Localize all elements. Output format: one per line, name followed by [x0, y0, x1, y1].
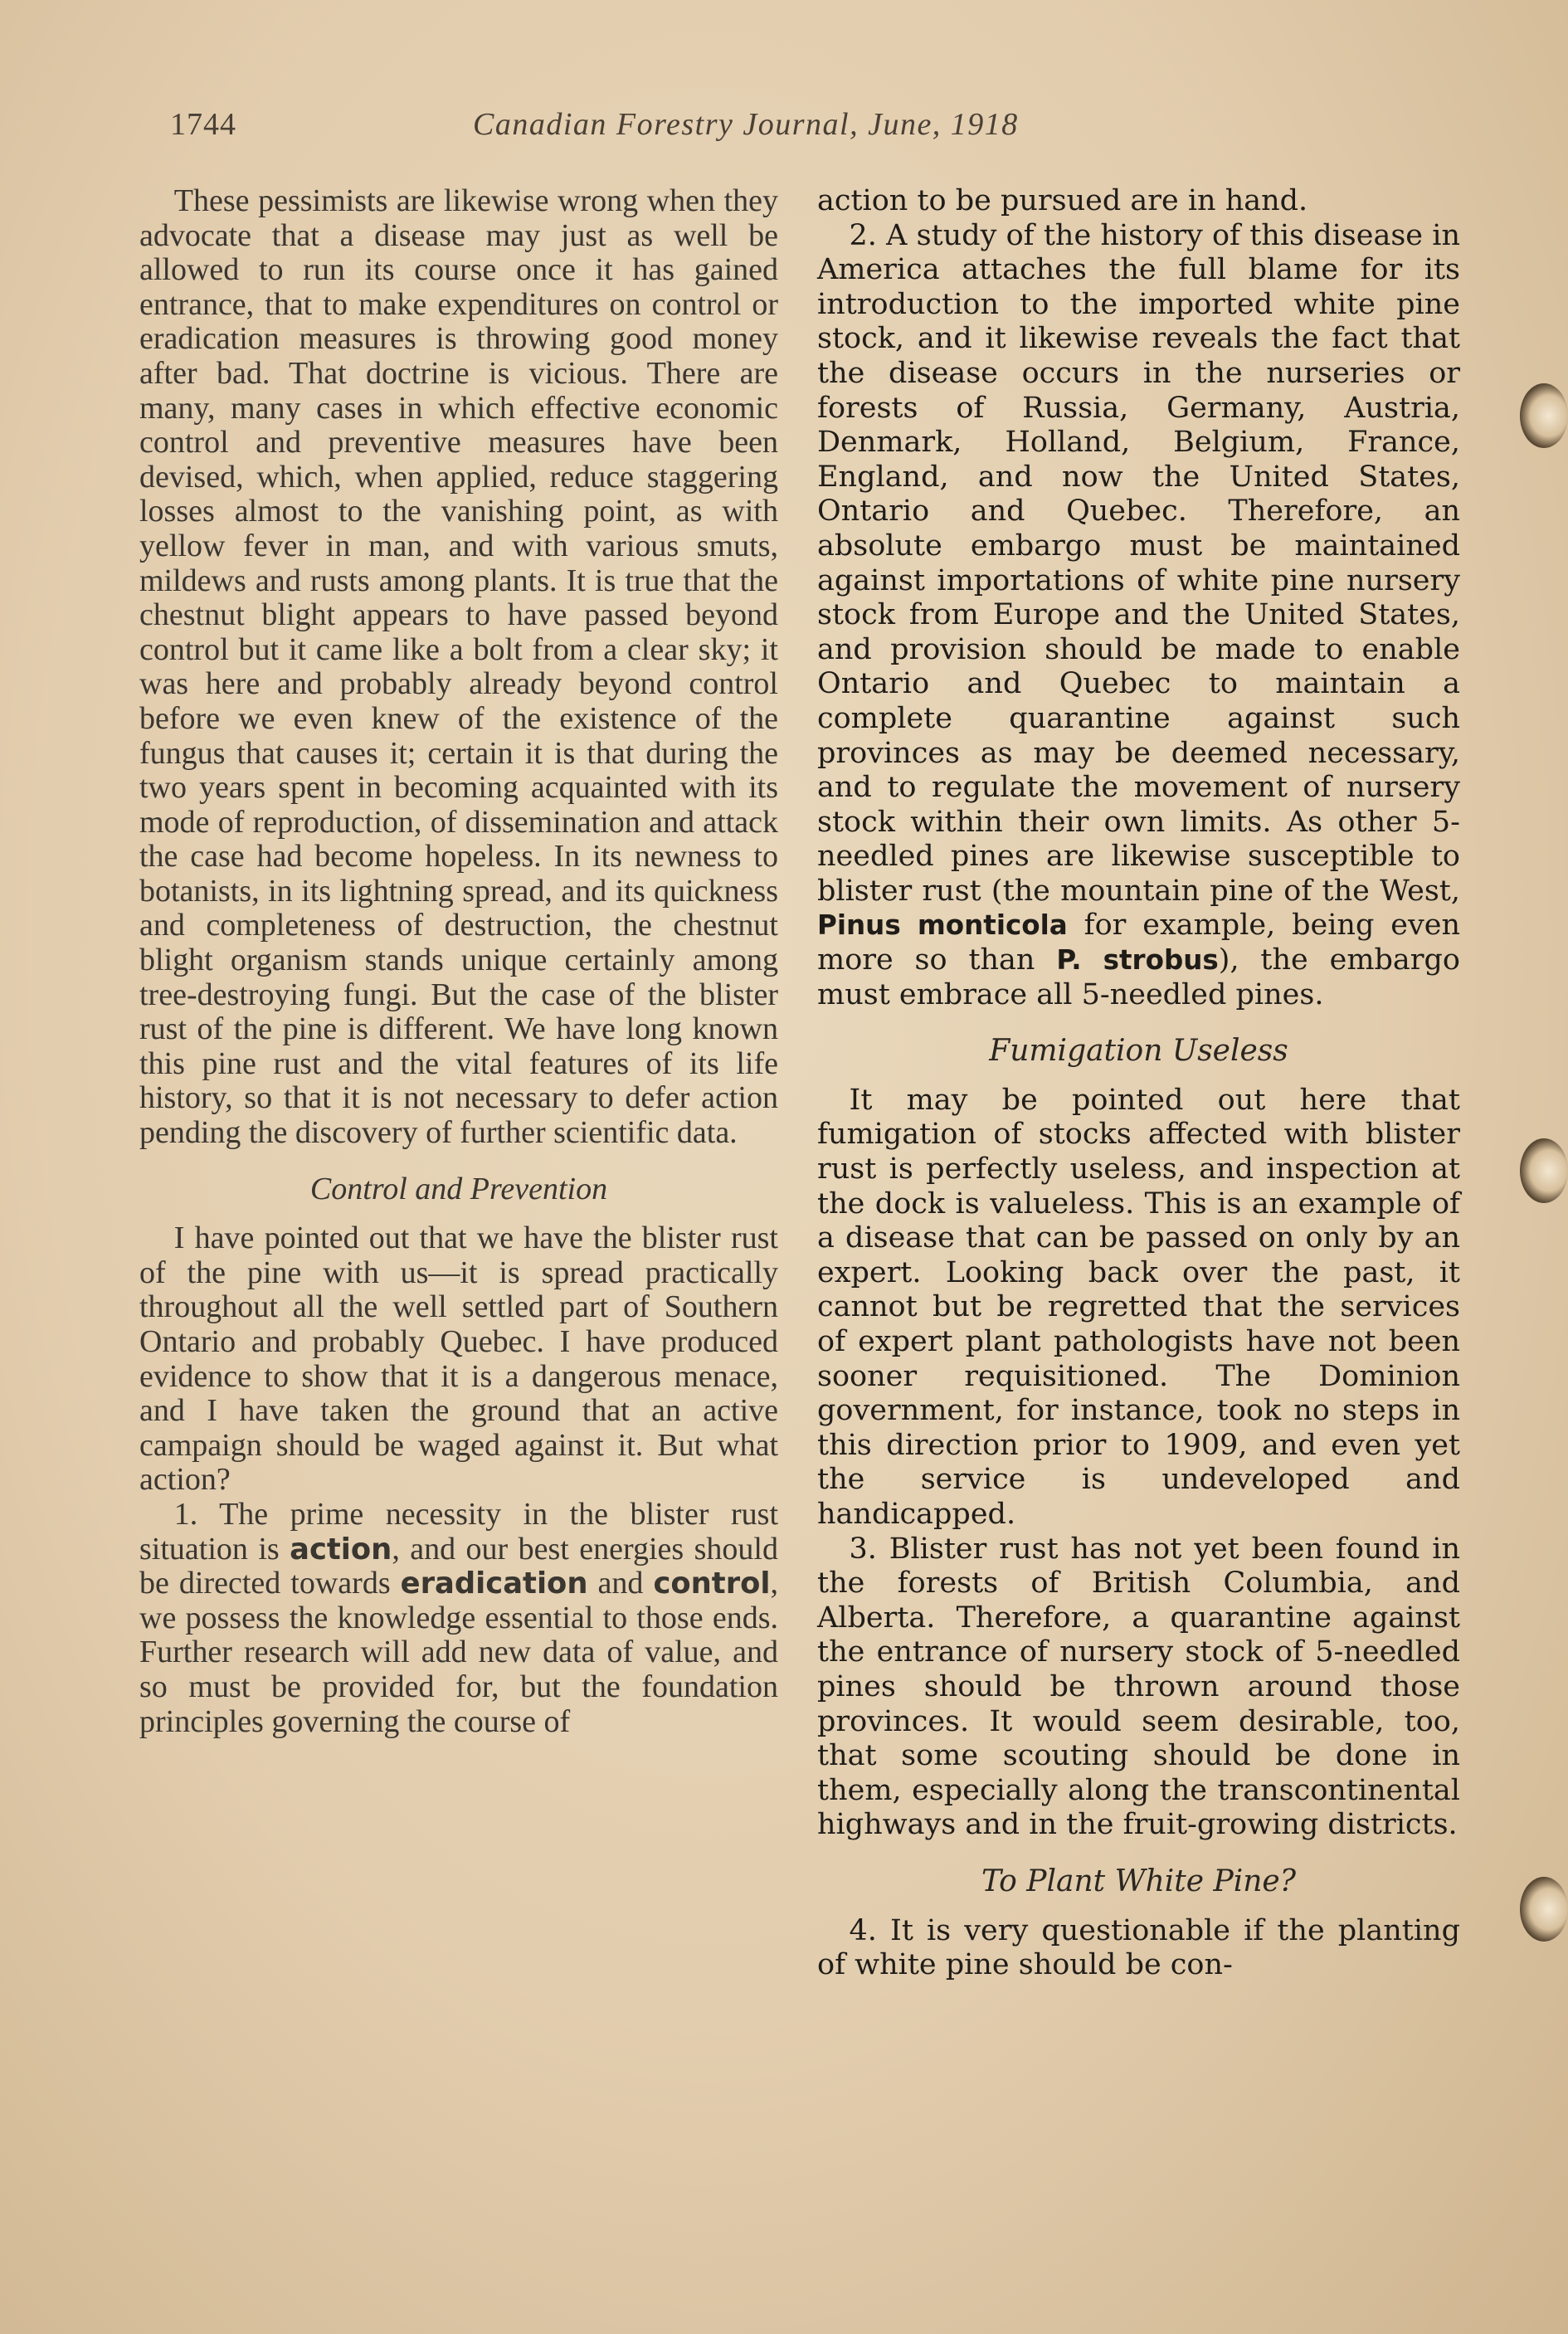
text-run: , we possess the knowledge essential to those ends. Further research will add new data of value, and so must be provided for, but the foundation principles governing the course of — [139, 1566, 778, 1739]
subheading-fumigation-useless: Fumigation Useless — [989, 1034, 1288, 1069]
right-paragraph-0: action to be pursued are in hand. — [817, 184, 1308, 217]
left-paragraph-1: These pessimists are likewise wrong when they advocate that a disease may just as well be allowed to run its course once it has gained entrance, that to make expenditures on control or eradication measures is throwing good money after bad. That doctrine is vicious. There are many, many cases in which effective economic control and preventive measures have been devised, which, when applied, reduce staggering losses almost to the vanishing point, as with yellow fever in man, and with various smuts, mildews and rusts among plants. It is true that the chestnut blight appears to have passed beyond control but it came like a bolt from a clear sky; it was here and probably already beyond control before we even knew of the existence of the fungus that causes it; certain it is that during the two years spent in becoming acquainted with its mode of reproduction, of dissemination and attack the case had become hopeless. In its newness to botanists, in its lightning spread, and its quickness and completeness of destruction, the chestnut blight organism stands unique certainly among tree-destroying fungi. But the case of the blister rust of the pine is different. We have long known this pine rust and the vital features of its life history, so that it is not necessary to defer action pending the discovery of further scientific data. — [139, 183, 778, 1151]
binding-hole-middle — [1520, 1138, 1568, 1203]
bold-term-eradication: eradication — [400, 1567, 588, 1601]
bold-term-control: control — [653, 1567, 771, 1601]
journal-title: Canadian Forestry Journal, June, 1918 — [473, 107, 1019, 142]
right-paragraph-1 — [817, 219, 1460, 1013]
text-run: and — [587, 1566, 654, 1601]
bold-term-pinus-monticola: Pinus monticola — [817, 909, 1068, 942]
right-paragraph-3: 3. Blister rust has not yet been found in the forests of British Columbia, and Alberta. Therefore, a quarantine against the entrance of nursery stock of 5-needled pines should be thrown around those provinces. It would seem desirable, too, that some scouting should be done in them, especially along the transcontinental highways and in the fruit-growing districts. — [817, 1532, 1460, 1842]
binding-hole-bottom — [1520, 1877, 1568, 1942]
right-paragraph-2: It may be pointed out here that fumigation of stocks affected with blister rust is perfectly useless, and inspection at the dock is valueless. This is an example of a disease that can be passed on only by an expert. Looking back over the past, it cannot but be regretted that the services of expert plant pathologists have not been sooner requisitioned. The Dominion government, for instance, took no steps in this direction prior to 1909, and even yet the service is undeveloped and handicapped. — [817, 1083, 1460, 1531]
binding-hole-top — [1520, 383, 1568, 448]
text-run: ), the embargo must embrace all 5-needled pines. — [817, 943, 1460, 1011]
right-paragraph-4: 4. It is very questionable if the planting of white pine should be con- — [817, 1913, 1460, 1982]
page-number: 1744 — [170, 107, 236, 142]
bold-term-p-strobus: P. strobus — [1056, 944, 1219, 977]
text-run: 2. A study of the history of this disease in America attaches the full blame for its introduction to the imported white pine stock, and it likewise reveals the fact that the disease occurs in the nurseries or forests of Russia, Germany, Austria, Denmark, Holland, Belgium, France, England, and now the United States, Ontario and Quebec. Therefore, an absolute embargo must be maintained against importations of white pine nursery stock from Europe and the United States, and provision should be made to enable Ontario and Quebec to maintain a complete quarantine against such provinces as may be deemed necessary, and to regulate the movement of nursery stock within their own limits. As other 5-needled pines are likewise susceptible to blister rust (the mountain pine of the West, — [817, 218, 1460, 908]
text-run: for example, being even more so than — [817, 909, 1460, 977]
left-paragraph-2: I have pointed out that we have the blister rust of the pine with us—it is spread practically throughout all the well settled part of Southern Ontario and probably Quebec. I have produced evidence to show that it is a dangerous menace, and I have taken the ground that an active campaign should be waged against it. But what action? — [139, 1221, 778, 1498]
right-column — [817, 184, 1460, 1983]
left-paragraph-3 — [139, 1498, 778, 1739]
text-run: , and our best energies should be directed towards — [139, 1531, 778, 1601]
subheading-control-and-prevention: Control and Prevention — [309, 1171, 608, 1206]
left-column — [139, 184, 778, 1739]
page-header — [170, 106, 1149, 156]
bold-term-action: action — [290, 1532, 392, 1567]
subheading-to-plant-white-pine: To Plant White Pine? — [981, 1864, 1297, 1898]
text-run: 1. The prime necessity in the blister rust situation is — [139, 1496, 778, 1567]
